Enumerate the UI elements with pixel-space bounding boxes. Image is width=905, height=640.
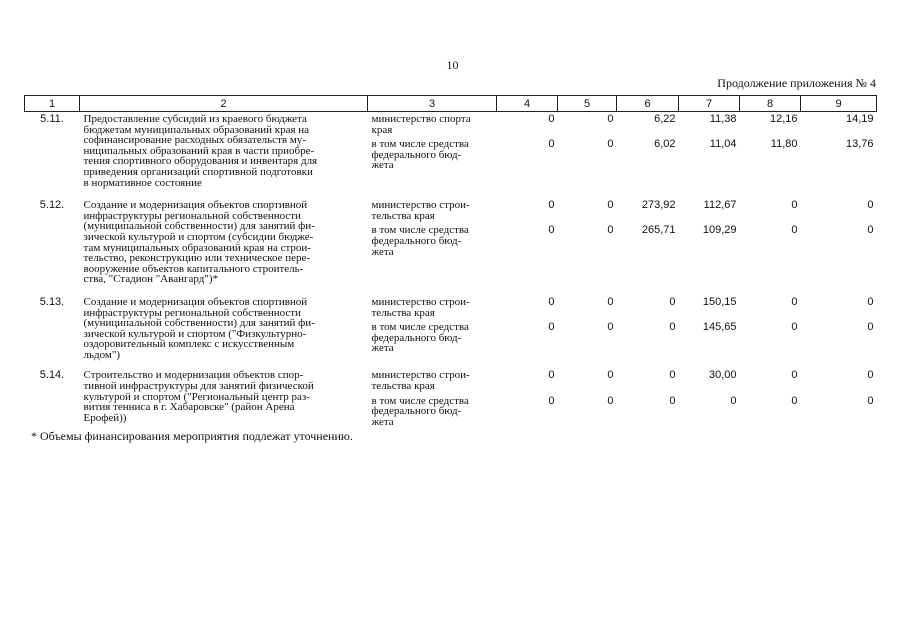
value: 0 xyxy=(791,394,798,407)
value-cell xyxy=(558,295,617,369)
value-cell xyxy=(801,198,877,295)
value: 150,15 xyxy=(702,295,737,308)
measure-name-line: в нормативное состояние xyxy=(83,176,202,189)
value-cell xyxy=(740,112,801,199)
measure-name-line: ства, "Стадион "Авангард")* xyxy=(83,273,218,286)
value: 109,29 xyxy=(702,224,737,237)
column-header: 4 xyxy=(497,96,558,112)
executor-line: жета xyxy=(371,245,394,258)
value-cell xyxy=(679,198,740,295)
value: 0 xyxy=(548,138,555,151)
value: 0 xyxy=(791,224,798,237)
measure-name xyxy=(80,368,368,427)
value-cell xyxy=(497,368,558,427)
value: 0 xyxy=(867,394,874,407)
measure-name-line: зической культурой и спортом ("Физкультурно- xyxy=(83,327,307,340)
executor-line: федерального бюд- xyxy=(371,331,462,344)
financing-table xyxy=(24,95,877,427)
value-cell xyxy=(497,198,558,295)
value-cell xyxy=(740,198,801,295)
executor-cell xyxy=(368,112,497,199)
measure-name-line: инфраструктуры региональной собственности xyxy=(83,209,301,222)
measure-name-line: Предоставление субсидий из краевого бюджета xyxy=(83,113,307,125)
column-header: 9 xyxy=(801,96,877,112)
value: 273,92 xyxy=(641,199,676,212)
executor-line: тельства края xyxy=(371,380,435,393)
value: 0 xyxy=(548,199,555,212)
value-cell xyxy=(558,198,617,295)
executor-block xyxy=(372,139,497,171)
value: 0 xyxy=(867,295,874,308)
value: 0 xyxy=(730,394,737,407)
value: 0 xyxy=(548,224,555,237)
value: 13,76 xyxy=(845,138,874,151)
value-cell xyxy=(679,112,740,199)
executor-line: министерство строи- xyxy=(371,199,470,212)
value: 0 xyxy=(607,199,614,212)
executor-block xyxy=(372,297,497,318)
value: 12,16 xyxy=(769,113,798,125)
executor-line: в том числе средства xyxy=(371,138,469,151)
value-cell xyxy=(617,295,679,369)
value: 6,22 xyxy=(654,113,676,125)
measure-name xyxy=(80,198,368,295)
executor-line: федерального бюд- xyxy=(371,405,462,418)
executor-cell xyxy=(368,295,497,369)
value-cell xyxy=(497,112,558,199)
executor-line: в том числе средства xyxy=(371,224,469,237)
page-number: 10 xyxy=(446,58,459,72)
executor-line: края xyxy=(371,123,393,136)
measure-name-line: вооружение объектов капитального строитель- xyxy=(83,262,304,275)
executor-line: федерального бюд- xyxy=(371,148,462,161)
value: 14,19 xyxy=(845,113,874,125)
executor-line: министерство строи- xyxy=(371,295,470,308)
executor-line: в том числе средства xyxy=(371,394,469,407)
measure-name-line: ниципальных образований края в части приобре- xyxy=(83,144,315,157)
executor-block xyxy=(372,114,497,135)
value-cell xyxy=(679,295,740,369)
value: 11,38 xyxy=(709,113,737,125)
value: 0 xyxy=(669,321,676,334)
value-cell xyxy=(740,368,801,427)
value-cell xyxy=(617,198,679,295)
value: 0 xyxy=(669,295,676,308)
value-cell xyxy=(801,368,877,427)
appendix-continuation-note: Продолжение приложения № 4 xyxy=(717,76,876,90)
value: 0 xyxy=(867,224,874,237)
value-cell xyxy=(801,295,877,369)
measure-name-line: Ерофей)) xyxy=(83,411,127,424)
value: 0 xyxy=(607,224,614,237)
measure-name-line: оздоровительный комплекс с искусственным xyxy=(83,338,295,351)
measure-name-line: приведения организаций спортивной подготовки xyxy=(83,165,313,178)
executor-block xyxy=(372,200,497,221)
value: 0 xyxy=(548,321,555,334)
measure-name-line: зической культурой и спортом (субсидии бюдже- xyxy=(83,230,314,243)
column-header: 3 xyxy=(368,96,497,112)
table-row xyxy=(25,368,877,427)
value: 0 xyxy=(867,321,874,334)
value: 0 xyxy=(791,295,798,308)
column-header: 6 xyxy=(617,96,679,112)
executor-line: федерального бюд- xyxy=(371,234,462,247)
value: 0 xyxy=(867,199,874,212)
measure-name xyxy=(80,112,368,199)
measure-name-line: Создание и модернизация объектов спортивной xyxy=(83,295,308,308)
value: 0 xyxy=(867,369,874,382)
value-cell xyxy=(558,112,617,199)
table-row xyxy=(25,198,877,295)
measure-name-line: софинансирование расходных обязательств му- xyxy=(83,134,306,147)
value: 0 xyxy=(607,321,614,334)
measure-name-line: тивной инфраструктуры для занятий физической xyxy=(83,380,314,393)
value: 0 xyxy=(548,295,555,308)
value: 112,67 xyxy=(703,199,737,212)
row-number: 5.12. xyxy=(39,199,65,212)
footnote: * Объемы финансирования мероприятия подлежат уточнению. xyxy=(31,429,353,443)
value: 0 xyxy=(607,369,614,382)
measure-name-line: тельство, реконструкцию или техническое пере- xyxy=(83,252,311,265)
measure-name xyxy=(80,295,368,369)
executor-cell xyxy=(368,368,497,427)
value: 11,80 xyxy=(770,138,798,151)
measure-name-line: Строительство и модернизация объектов спор- xyxy=(83,369,304,382)
value: 0 xyxy=(791,369,798,382)
executor-line: министерство строи- xyxy=(371,369,470,382)
executor-line: жета xyxy=(371,415,394,428)
value: 265,71 xyxy=(641,224,676,237)
header-row xyxy=(25,96,877,112)
value: 11,04 xyxy=(709,138,737,151)
executor-line: в том числе средства xyxy=(371,321,469,334)
executor-line: жета xyxy=(371,159,394,172)
executor-block xyxy=(372,370,497,391)
value: 0 xyxy=(791,199,798,212)
column-header: 2 xyxy=(80,96,368,112)
value: 0 xyxy=(548,369,555,382)
measure-name-line: там муниципальных образований края на строи- xyxy=(83,241,311,254)
executor-line: тельства края xyxy=(371,209,435,222)
measure-name-line: льдом") xyxy=(83,348,121,361)
row-number: 5.13. xyxy=(39,295,65,308)
executor-line: тельства края xyxy=(371,306,435,319)
value: 0 xyxy=(607,295,614,308)
value: 0 xyxy=(607,113,614,125)
value-cell xyxy=(617,112,679,199)
measure-name-line: вития тенниса в г. Хабаровске" (район Арена xyxy=(83,401,295,414)
value: 0 xyxy=(669,394,676,407)
value: 145,65 xyxy=(702,321,737,334)
executor-line: жета xyxy=(371,342,394,355)
row-number: 5.11. xyxy=(40,113,64,125)
value: 0 xyxy=(669,369,676,382)
measure-name-line: тения спортивного оборудования и инвентаря для xyxy=(83,155,318,168)
value: 0 xyxy=(548,394,555,407)
measure-name-line: инфраструктуры региональной собственности xyxy=(83,306,301,319)
value: 30,00 xyxy=(708,369,737,382)
executor-block xyxy=(372,322,497,354)
value: 0 xyxy=(548,113,555,125)
value-cell xyxy=(558,368,617,427)
value: 6,02 xyxy=(654,138,676,151)
value: 0 xyxy=(607,394,614,407)
value-cell xyxy=(617,368,679,427)
value-cell xyxy=(740,295,801,369)
value-cell xyxy=(801,112,877,199)
column-header: 1 xyxy=(25,96,80,112)
value-cell xyxy=(679,368,740,427)
executor-block xyxy=(372,225,497,257)
table-row xyxy=(25,295,877,369)
measure-name-line: культурой и спортом ("Региональный центр раз- xyxy=(83,390,310,403)
table-row xyxy=(25,112,877,199)
executor-block xyxy=(372,396,497,428)
measure-name-line: Создание и модернизация объектов спортивной xyxy=(83,199,308,212)
value: 0 xyxy=(791,321,798,334)
value: 0 xyxy=(607,138,614,151)
column-header: 5 xyxy=(558,96,617,112)
measure-name-line: бюджетам муниципальных образований края на xyxy=(83,123,310,136)
value-cell xyxy=(497,295,558,369)
row-number: 5.14. xyxy=(39,369,65,382)
column-header: 7 xyxy=(679,96,740,112)
measure-name-line: (муниципальной собственности) для занятий фи- xyxy=(83,220,315,233)
executor-cell xyxy=(368,198,497,295)
measure-name-line: (муниципальной собственности) для занятий фи- xyxy=(83,317,315,330)
executor-line: министерство спорта xyxy=(371,113,471,125)
column-header: 8 xyxy=(740,96,801,112)
